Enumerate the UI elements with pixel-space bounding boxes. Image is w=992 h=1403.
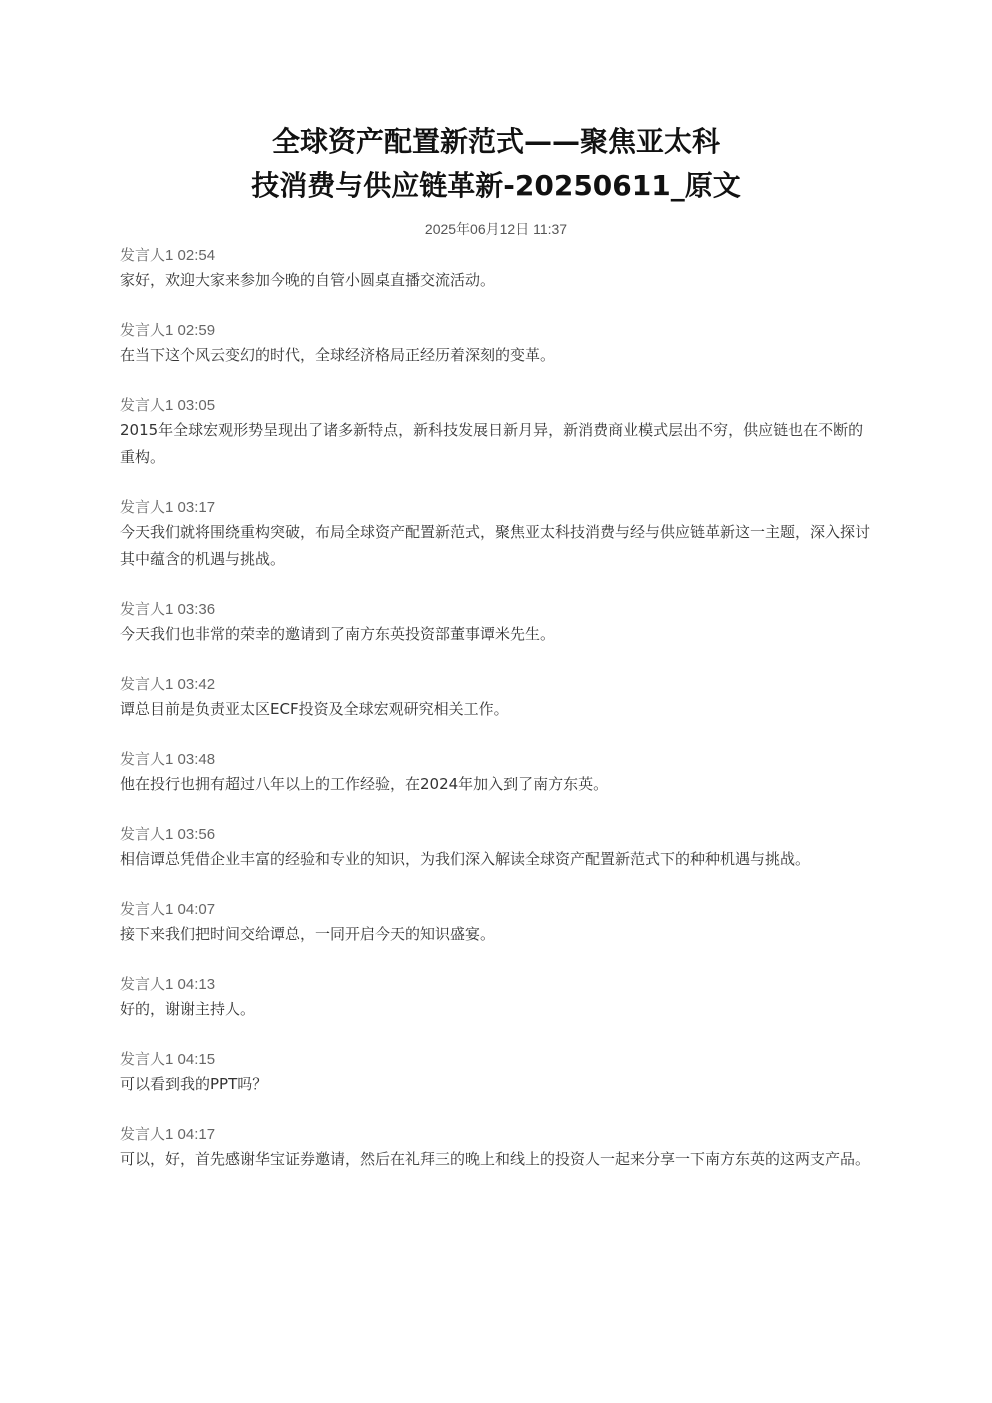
- transcript-entry: [120, 245, 872, 294]
- speaker-timestamp: 发言人1 02:59: [120, 322, 216, 339]
- utterance-text: 家好，欢迎大家来参加今晚的自管小圆桌直播交流活动。: [120, 271, 496, 289]
- speaker-timestamp: 发言人1 02:54: [120, 247, 216, 264]
- utterance-text: 2015年全球宏观形势呈现出了诸多新特点，新科技发展日新月异，新消费商业模式层出不穷，供应链也在不断的重构。: [120, 421, 864, 466]
- speaker-timestamp: 发言人1 04:13: [120, 976, 216, 993]
- utterance-text: 谭总目前是负责亚太区ECF投资及全球宏观研究相关工作。: [120, 700, 509, 718]
- transcript: [120, 245, 872, 1199]
- transcript-entry: [120, 1124, 872, 1173]
- speaker-timestamp: 发言人1 04:07: [120, 901, 216, 918]
- transcript-entry: [120, 395, 872, 471]
- transcript-entry: [120, 899, 872, 948]
- transcript-entry: [120, 320, 872, 369]
- utterance-text: 在当下这个风云变幻的时代，全球经济格局正经历着深刻的变革。: [120, 346, 556, 364]
- speaker-timestamp: 发言人1 03:17: [120, 499, 216, 516]
- title-line-1: 全球资产配置新范式——聚焦亚太科: [271, 125, 720, 158]
- transcript-entry: [120, 497, 872, 573]
- speaker-timestamp: 发言人1 03:36: [120, 601, 216, 618]
- speaker-timestamp: 发言人1 03:48: [120, 751, 216, 768]
- speaker-timestamp: 发言人1 03:05: [120, 397, 216, 414]
- document-date: 2025年06月12日 11:37: [424, 221, 568, 237]
- utterance-text: 相信谭总凭借企业丰富的经验和专业的知识，为我们深入解读全球资产配置新范式下的种种机遇与挑战。: [120, 850, 811, 868]
- speaker-timestamp: 发言人1 04:17: [120, 1126, 216, 1143]
- document-title: [120, 120, 872, 208]
- utterance-text: 接下来我们把时间交给谭总，一同开启今天的知识盛宴。: [120, 925, 496, 943]
- transcript-entry: [120, 599, 872, 648]
- title-line-2: 技消费与供应链革新-20250611_原文: [251, 169, 741, 202]
- transcript-entry: [120, 1049, 872, 1098]
- transcript-entry: [120, 749, 872, 798]
- utterance-text: 今天我们也非常的荣幸的邀请到了南方东英投资部董事谭米先生。: [120, 625, 556, 643]
- speaker-timestamp: 发言人1 03:56: [120, 826, 216, 843]
- utterance-text: 可以，好，首先感谢华宝证券邀请，然后在礼拜三的晚上和线上的投资人一起来分享一下南方东英的这两支产品。: [120, 1150, 871, 1168]
- speaker-timestamp: 发言人1 03:42: [120, 676, 216, 693]
- transcript-entry: [120, 674, 872, 723]
- transcript-entry: [120, 974, 872, 1023]
- utterance-text: 好的，谢谢主持人。: [120, 1000, 256, 1018]
- utterance-text: 他在投行也拥有超过八年以上的工作经验，在2024年加入到了南方东英。: [120, 775, 609, 793]
- transcript-entry: [120, 824, 872, 873]
- utterance-text: 可以看到我的PPT吗？: [120, 1075, 268, 1093]
- speaker-timestamp: 发言人1 04:15: [120, 1051, 216, 1068]
- utterance-text: 今天我们就将围绕重构突破，布局全球资产配置新范式，聚焦亚太科技消费与经与供应链革新这一主题，深入探讨其中蕴含的机遇与挑战。: [120, 523, 871, 568]
